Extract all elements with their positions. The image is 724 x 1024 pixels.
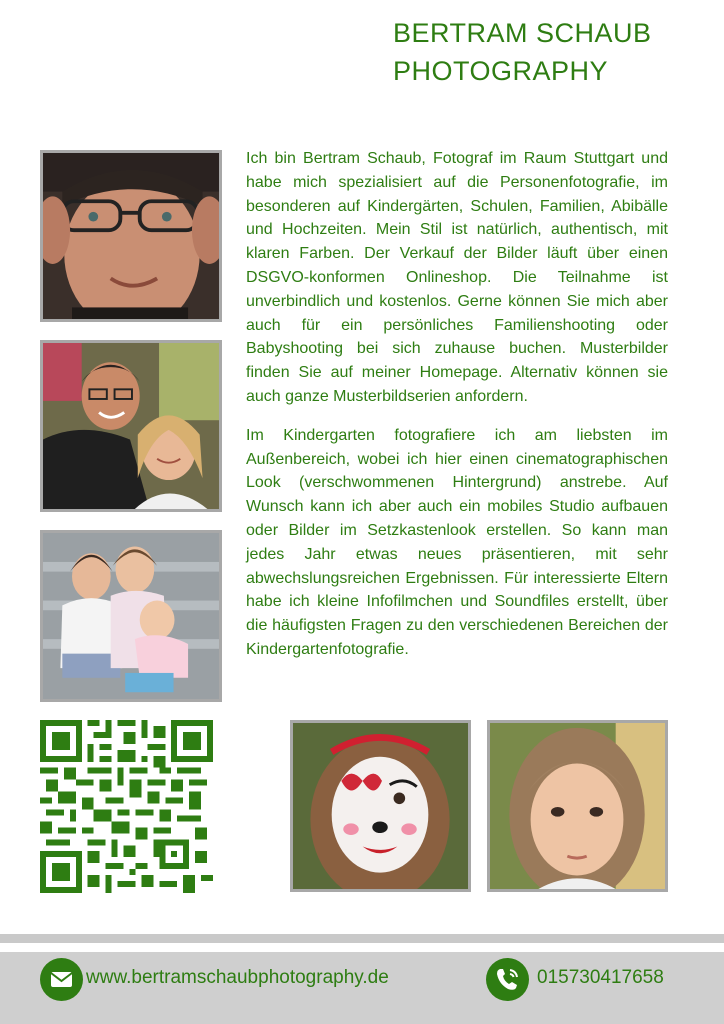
intro-text — [246, 147, 668, 677]
page-title — [393, 14, 652, 90]
title-line-2: PHOTOGRAPHY — [393, 56, 609, 86]
photo-photographer-portrait — [40, 150, 222, 322]
qr-code[interactable] — [40, 720, 213, 893]
photo-girl-portrait — [487, 720, 668, 892]
photo-facepaint-girl — [290, 720, 471, 892]
intro-paragraph-1: Ich bin Bertram Schaub, Fotograf im Raum Stuttgart und habe mich spezialisiert auf die Personenfotografie, im besonderen auf Kindergärten, Schulen, Familien, Abibälle und Hochzeiten. Mein Stil ist natürlich, authentisch, mit klaren Farben. Der Verkauf der Bilder läuft über einen DSGVO-konformen Onlineshop. Die Teilnahme ist unverbindlich und kostenlos. Gerne können Sie mich aber auch für ein persönliches Familienshooting oder Babyshooting bei sich zuhause buchen. Musterbilder finden Sie auf meiner Homepage. Alternativ können sie auch ganze Musterbildserien anfordern. — [246, 150, 668, 405]
phone-number[interactable]: 015730417658 — [537, 967, 664, 988]
phone-icon[interactable] — [486, 958, 529, 1001]
photo-man-with-child — [40, 340, 222, 512]
footer-divider — [0, 934, 724, 943]
intro-paragraph-2: Im Kindergarten fotografiere ich am liebsten im Außenbereich, wobei ich hier einen cinematographischen Look (verschwommenen Hintergrund) anstrebe. Auf Wunsch kann ich aber auch ein mobiles Studio aufbauen oder Bilder im Setzkastenlook erstellen. So kann man jedes Jahr etwas neues präsentieren, mit sehr abwechslungsreichen Ergebnissen. Für interessierte Eltern habe ich kleine Infofilmchen und Soundfiles erstellt, über die häufigsten Fragen zu den verschiedenen Bereichen der Kindergartenfotografie. — [246, 426, 668, 658]
photo-three-children — [40, 530, 222, 702]
title-line-1: BERTRAM SCHAUB — [393, 18, 652, 48]
website-link[interactable]: www.bertramschaubphotography.de — [86, 967, 389, 988]
envelope-icon[interactable] — [40, 958, 83, 1001]
